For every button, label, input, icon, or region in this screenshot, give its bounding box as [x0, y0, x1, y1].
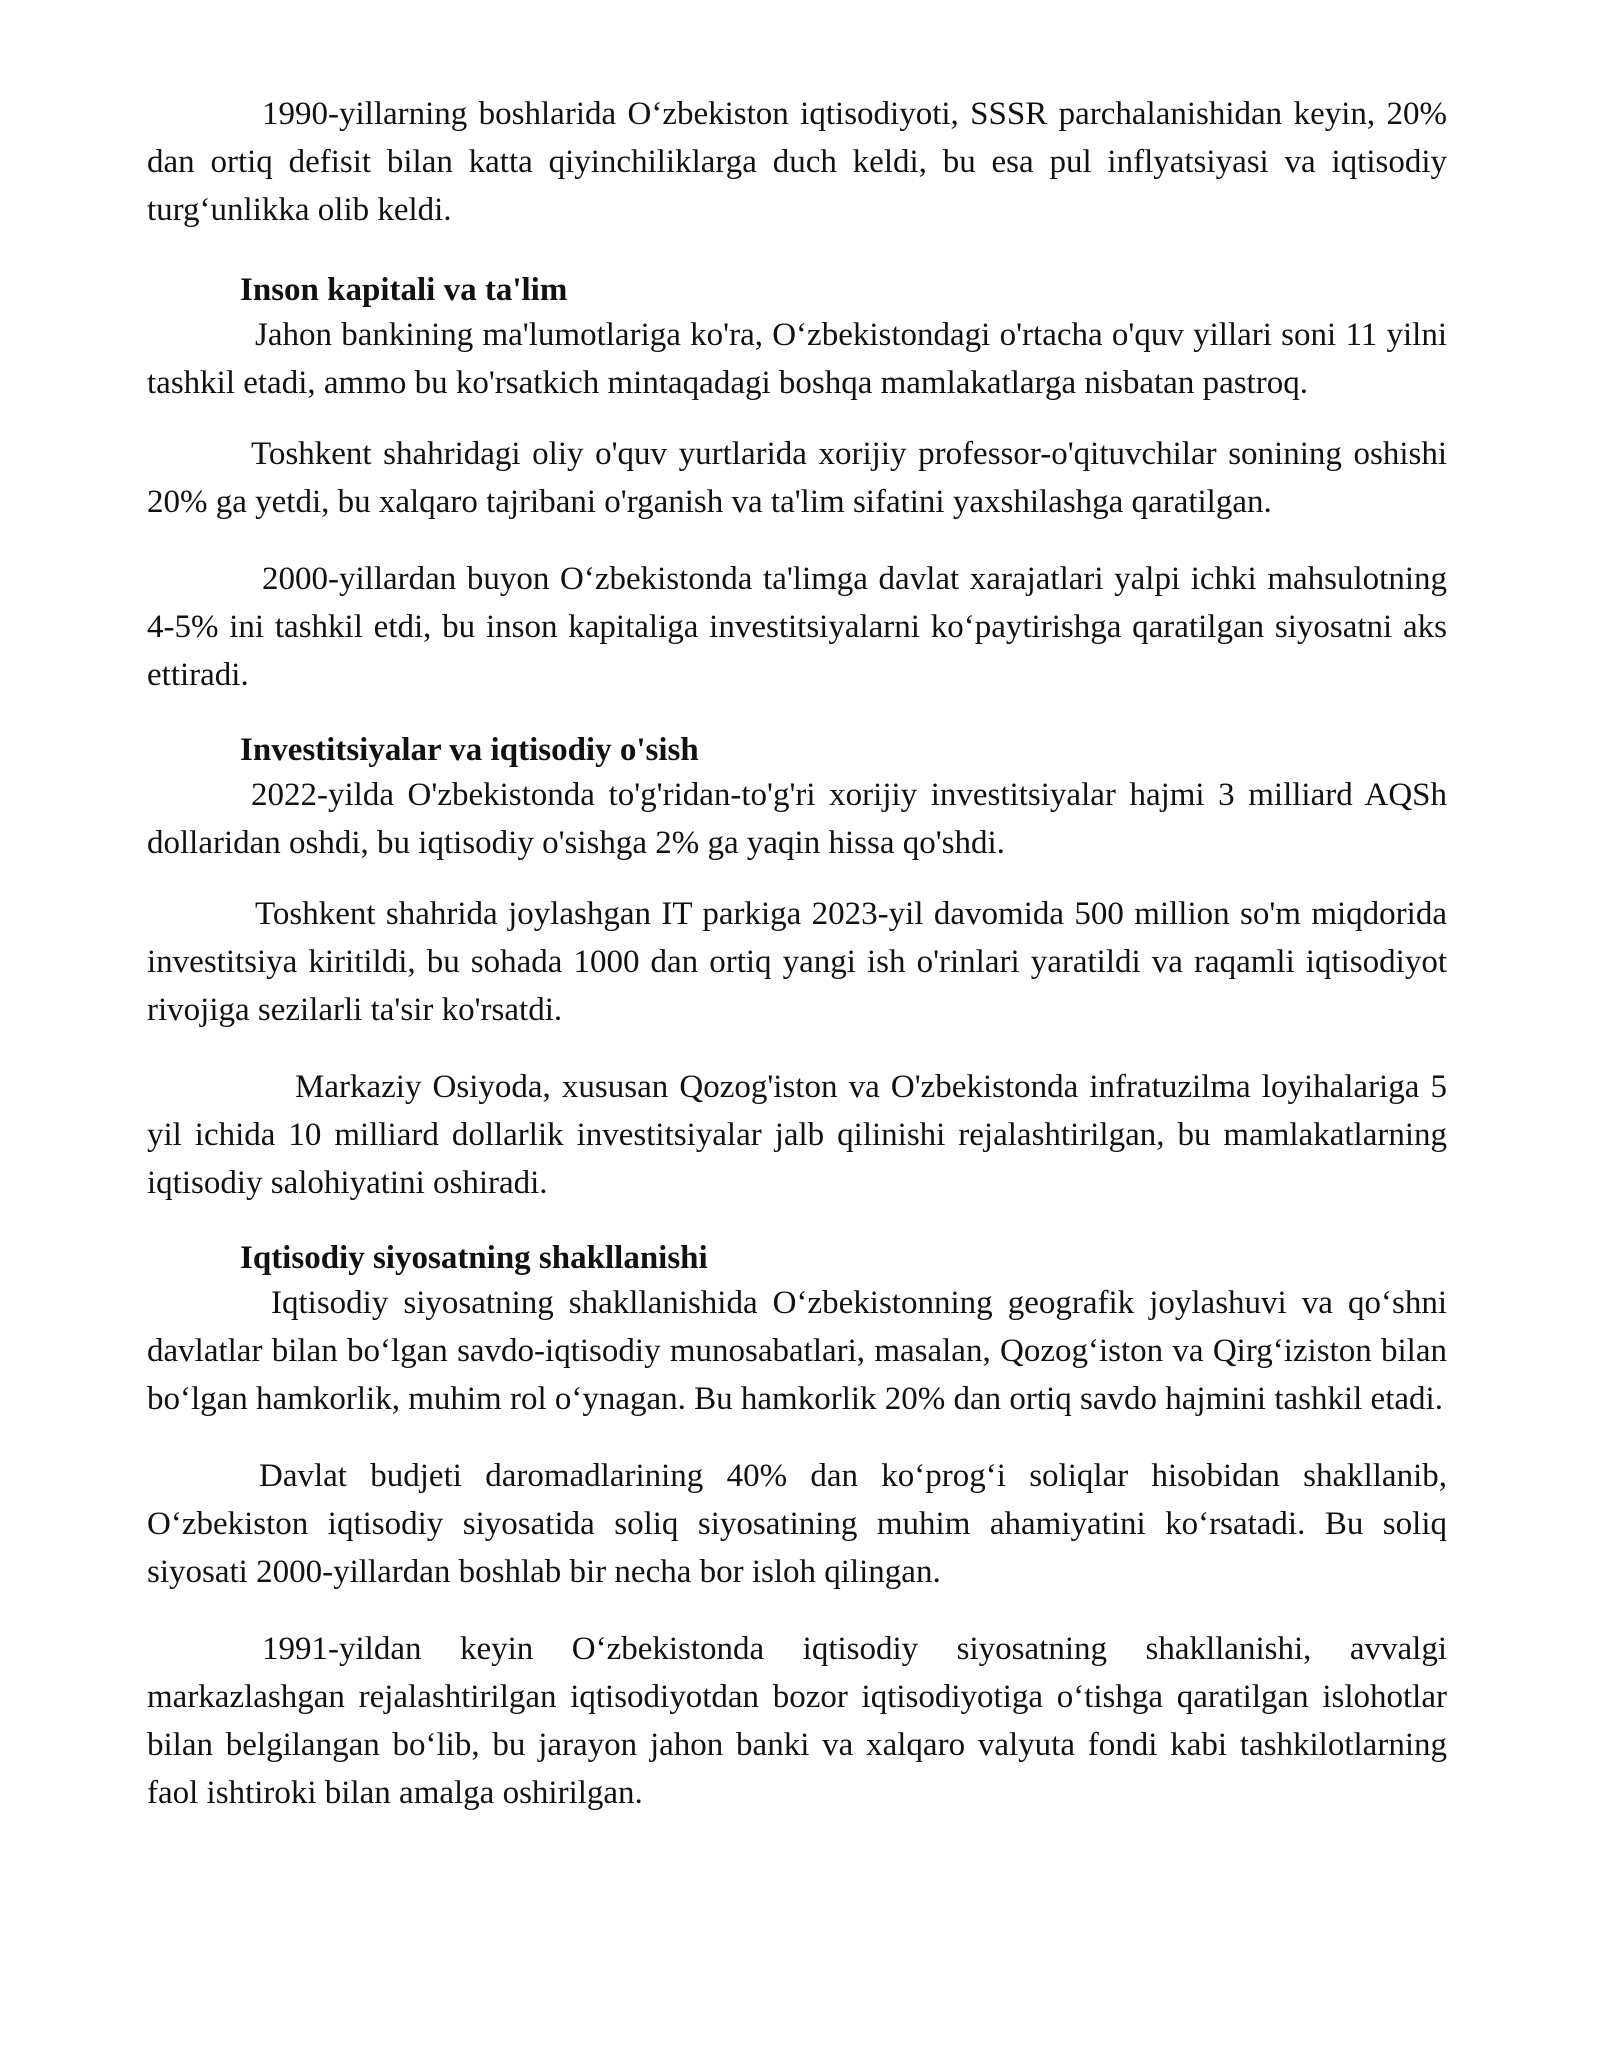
paragraph: 1990-yillarning boshlarida O‘zbekiston iqtisodiyoti, SSSR parchalanishidan keyin, 20% dan ortiq defisit bilan katta qiyinchiliklarga duch keldi, bu esa pul inflyatsiyasi va iqtisodiy turg‘unlikka olib keldi.: [147, 96, 1447, 228]
paragraph: 1991-yildan keyin O‘zbekistonda iqtisodiy siyosatning shakllanishi, avvalgi markazlashgan rejalashtirilgan iqtisodiyotdan bozor iqtisodiyotiga o‘tishga qaratilgan islohotlar bilan belgilangan bo‘lib, bu jarayon jahon banki va xalqaro valyuta fondi kabi tashkilotlarning faol ishtiroki bilan amalga oshirilgan.: [147, 1631, 1447, 1811]
paragraph: Markaziy Osiyoda, xususan Qozog'iston va O'zbekistonda infratuzilma loyihalariga 5 yil ichida 10 milliard dollarlik investitsiyalar jalb qilinishi rejalashtirilgan, bu mamlakatlarning iqtisodiy salohiyatini oshiradi.: [147, 1069, 1447, 1201]
paragraph: Iqtisodiy siyosatning shakllanishida O‘zbekistonning geografik joylashuvi va qo‘shni davlatlar bilan bo‘lgan savdo-iqtisodiy munosabatlari, masalan, Qozog‘iston va Qirg‘iziston bilan bo‘lgan hamkorlik, muhim rol o‘ynagan. Bu hamkorlik 20% dan ortiq savdo hajmini tashkil etadi.: [147, 1285, 1447, 1417]
paragraph: Toshkent shahridagi oliy o'quv yurtlarida xorijiy professor-o'qituvchilar sonining oshishi 20% ga yetdi, bu xalqaro tajribani o'rganish va ta'lim sifatini yaxshilashga qaratilgan.: [147, 436, 1447, 520]
paragraph: Toshkent shahrida joylashgan IT parkiga 2023-yil davomida 500 million so'm miqdorida investitsiya kiritildi, bu sohada 1000 dan ortiq yangi ish o'rinlari yaratildi va raqamli iqtisodiyot rivojiga sezilarli ta'sir ko'rsatdi.: [147, 896, 1447, 1028]
section-heading: Inson kapitali va ta'lim: [240, 272, 568, 308]
section-heading: Iqtisodiy siyosatning shakllanishi: [240, 1240, 708, 1276]
document-page: [147, 90, 1447, 1817]
paragraph: Davlat budjeti daromadlarining 40% dan ko‘prog‘i soliqlar hisobidan shakllanib, O‘zbekiston iqtisodiy siyosatida soliq siyosatining muhim ahamiyatini ko‘rsatadi. Bu soliq siyosati 2000-yillardan boshlab bir necha bor isloh qilingan.: [147, 1458, 1447, 1590]
paragraph: 2000-yillardan buyon O‘zbekistonda ta'limga davlat xarajatlari yalpi ichki mahsulotning 4-5% ini tashkil etdi, bu inson kapitaliga investitsiyalarni ko‘paytirishga qaratilgan siyosatni aks ettiradi.: [147, 561, 1447, 693]
paragraph: Jahon bankining ma'lumotlariga ko'ra, O‘zbekistondagi o'rtacha o'quv yillari soni 11 yilni tashkil etadi, ammo bu ko'rsatkich mintaqadagi boshqa mamlakatlarga nisbatan pastroq.: [147, 317, 1447, 401]
section-heading: Investitsiyalar va iqtisodiy o'sish: [240, 732, 699, 768]
paragraph: 2022-yilda O'zbekistonda to'g'ridan-to'g'ri xorijiy investitsiyalar hajmi 3 milliard AQSh dollaridan oshdi, bu iqtisodiy o'sishga 2% ga yaqin hissa qo'shdi.: [147, 777, 1447, 861]
